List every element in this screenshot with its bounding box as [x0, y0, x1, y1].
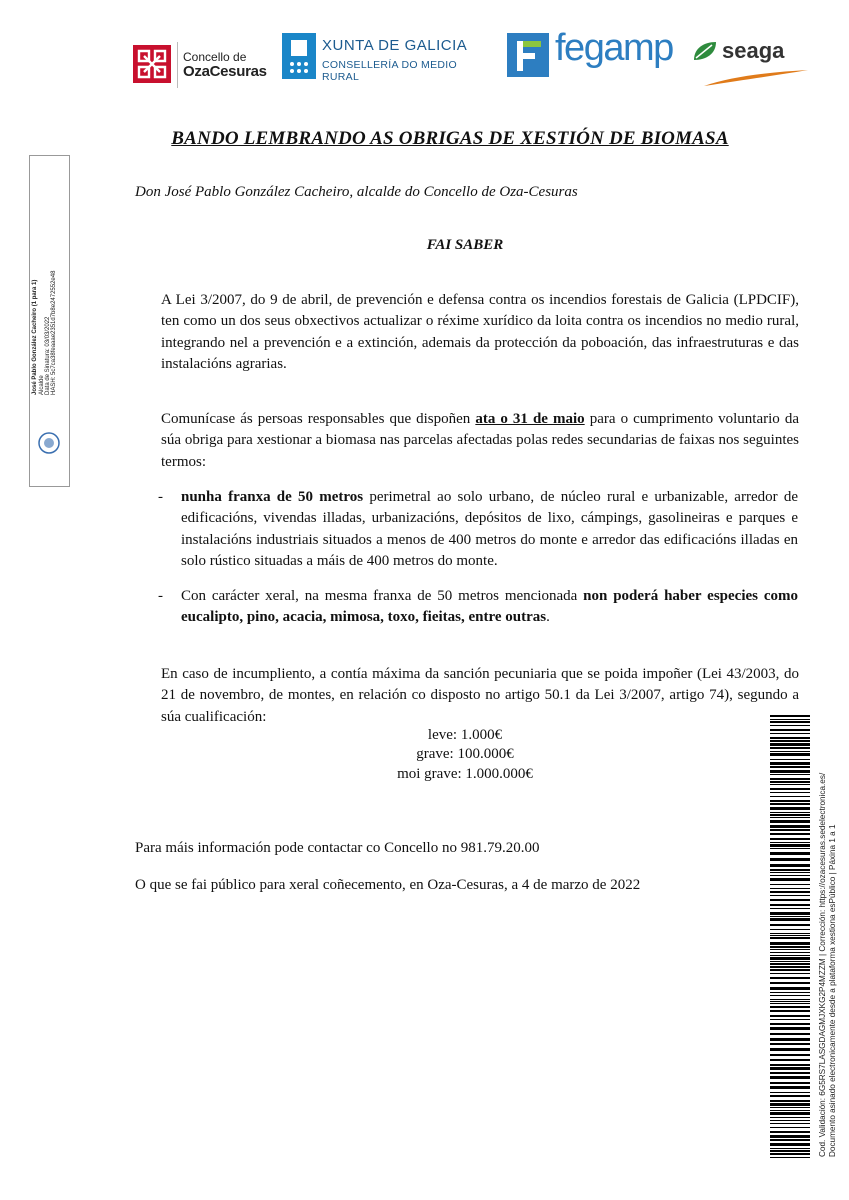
barcode-bar: [770, 1112, 810, 1115]
barcode-bar: [770, 878, 810, 881]
barcode-bar: [770, 912, 810, 915]
barcode-bar: [770, 904, 810, 906]
barcode-bar: [770, 759, 810, 760]
barcode-bar: [770, 888, 810, 889]
barcode-bar: [770, 1139, 810, 1141]
barcode-bar: [770, 788, 810, 790]
barcode-bar: [770, 987, 810, 990]
barcode-bar: [770, 1135, 810, 1138]
barcode-bar: [770, 1131, 810, 1133]
barcode-bar: [770, 743, 810, 746]
barcode-bar: [770, 933, 810, 934]
barcode-bar: [770, 869, 810, 871]
signature-date: Data de Sinatura: 03/03/2022: [45, 316, 51, 395]
fegamp-f-icon: [507, 33, 549, 77]
barcode-bar: [770, 1092, 810, 1093]
barcode-bar: [770, 1072, 810, 1074]
barcode-bar: [770, 1120, 810, 1121]
barcode-bar: [770, 733, 810, 734]
barcode-bar: [770, 1082, 810, 1084]
barcode-bar: [770, 796, 810, 797]
xunta-title: XUNTA DE GALICIA: [322, 37, 468, 54]
signature-seal-icon: [37, 431, 61, 455]
barcode-bar: [770, 1043, 810, 1045]
barcode-bar: [770, 800, 810, 802]
barcode-bar: [770, 973, 810, 974]
barcode-bar: [770, 803, 810, 805]
barcode-bar: [770, 977, 810, 979]
barcode-bar: [770, 1006, 810, 1008]
bullet-1-rest: perimetral ao solo urbano, de núcleo rural e urbanizable, arredor de edificacións, vivendas illadas, urbanizacións, depósitos de lixo, cámpings, gasolineiras e parques e instalacións industriais situados a menos de 400 metros do monte e arredor das edificacións illadas en solo rústico situadas a máis de 400 metros do monte.: [181, 489, 798, 569]
barcode-bar: [770, 1100, 810, 1102]
barcode-bar: [770, 1067, 810, 1070]
barcode-bar: [770, 740, 810, 742]
barcode-bar: [770, 1027, 810, 1030]
barcode-bar: [770, 992, 810, 993]
bullet-dash: -: [158, 588, 163, 604]
paragraph-law: A Lei 3/2007, do 9 de abril, de prevención e defensa contra os incendios forestais de Galicia (LPDCIF), ten como un dos seus obxectivos actualizar o réxime xurídico da loita contra os incendios no medio rural, integrando nel a prevención e a extinción, ademais da protección da poboación, das infraestruturas e das instalacións agrarias.: [161, 292, 799, 372]
barcode-bar: [770, 935, 810, 936]
public-notice-line: O que se fai público para xeral coñecemento, en Oza-Cesuras, a 4 de marzo de 2022: [135, 877, 641, 893]
barcode-bar: [770, 995, 810, 996]
barcode-bar: [770, 1127, 810, 1128]
barcode-bar: [770, 955, 810, 956]
barcode-bar: [770, 1123, 810, 1124]
bullet-1-text: [181, 487, 798, 572]
signature-signer: José Pablo González Cacheiro (1 para 1): [32, 279, 38, 395]
barcode-bar: [770, 1059, 810, 1061]
signature-role: Alcalde: [39, 375, 45, 395]
contact-info: Para máis información pode contactar co Concello no 981.79.20.00: [135, 840, 540, 856]
signature-text: [14, 250, 57, 400]
oza-logo-line2: OzaCesuras: [183, 63, 267, 80]
barcode-bar: [770, 817, 810, 818]
logo-separator: [177, 42, 178, 88]
barcode-bar: [770, 774, 810, 775]
galicia-shield-icon: [282, 33, 316, 79]
barcode-bar: [770, 1054, 810, 1056]
barcode-bar: [770, 858, 810, 861]
barcode-bar: [770, 729, 810, 731]
barcode-bar: [770, 916, 810, 917]
bullet-1-bold: nunha franxa de 50 metros: [181, 489, 364, 505]
oza-emblem-icon: [133, 45, 171, 83]
xunta-de-galicia-logo: [282, 33, 492, 85]
barcode-bar: [770, 1107, 810, 1108]
deadline-highlight: ata o 31 de maio: [475, 411, 585, 427]
barcode-bar: [770, 1086, 810, 1089]
seaga-logo: [692, 38, 812, 90]
barcode-bar: [770, 982, 810, 984]
barcode-bar: [770, 852, 810, 855]
barcode-bar: [770, 1003, 810, 1004]
paragraph-sanctions: En caso de incumpliento, a contía máxima da sanción pecuniaria que se poida impoñer (Lei 43/2003, do 21 de novembro, de montes, en relación co disposto no artigo 50.1 da Lei 3/2007, artigo 74), segundo a súa cualificación:: [161, 666, 799, 725]
barcode-bar: [770, 1103, 810, 1106]
barcode-bar: [770, 842, 810, 843]
signature-hash: HASH: 5c7ca38feaaae2351d7b8e2472552e48: [51, 270, 57, 395]
barcode-bar: [770, 715, 810, 717]
barcode-bar: [770, 937, 810, 939]
concello-oza-cesuras-logo: [133, 40, 273, 92]
seaga-wordmark: seaga: [722, 38, 785, 63]
sanction-grave: grave: 100.000€: [416, 746, 514, 762]
barcode-bar: [770, 895, 810, 896]
barcode-bar: [770, 825, 810, 828]
barcode-bar: [770, 770, 810, 773]
barcode-bar: [770, 747, 810, 749]
barcode-bar: [770, 908, 810, 909]
barcode-bar: [770, 929, 810, 930]
barcode-bar: [770, 891, 810, 893]
xunta-subtitle: CONSELLERÍA DO MEDIO RURAL: [322, 59, 457, 83]
barcode-bar: [770, 942, 810, 945]
barcode-bar: [770, 766, 810, 768]
barcode-bar: [770, 952, 810, 953]
barcode-bar: [770, 1019, 810, 1020]
bullet-2-bold: non poderá haber especies como eucalipto, pino, acacia, mimosa, toxo, fieitas, entre outras: [181, 588, 798, 626]
document-title: BANDO LEMBRANDO AS OBRIGAS DE XESTIÓN DE BIOMASA: [171, 128, 729, 149]
barcode-bar: [770, 1033, 810, 1035]
bullet-dash: -: [158, 489, 163, 505]
bullet-2-end: .: [546, 609, 550, 626]
barcode-bar: [770, 844, 810, 847]
barcode-bar: [770, 778, 810, 780]
barcode-bar: [770, 737, 810, 739]
sanction-moi-grave: moi grave: 1.000.000€: [397, 766, 533, 782]
barcode-bar: [770, 725, 810, 726]
barcode-bar: [770, 1038, 810, 1041]
paragraph-deadline: [161, 409, 799, 473]
oza-logo-line1: Concello de: [183, 50, 247, 64]
barcode-bar: [770, 899, 810, 901]
fegamp-wordmark: fegamp: [555, 27, 673, 69]
barcode-bar: [770, 1150, 810, 1152]
barcode-bar: [770, 848, 810, 849]
barcode-bar: [770, 1143, 810, 1146]
validation-code-line: Cod. Validación: 6G5RS7LASGDAGMJXKG2P4MZZM | Corrección: https://ozacesuras.sedelectronica.es/: [818, 772, 827, 1157]
barcode-bar: [770, 963, 810, 965]
barcode-bar: [770, 1048, 810, 1051]
barcode-bar: [770, 918, 810, 921]
barcode-bar: [770, 884, 810, 885]
barcode-bar: [770, 957, 810, 960]
barcode-bar: [770, 1001, 810, 1002]
barcode-bar: [770, 949, 810, 950]
barcode-bar: [770, 792, 810, 793]
barcode-bar: [770, 829, 810, 831]
leaf-icon: [692, 40, 718, 62]
barcode-bar: [770, 1064, 810, 1066]
barcode-bar: [770, 838, 810, 840]
barcode-icon: [770, 715, 810, 1158]
barcode-bar: [770, 1010, 810, 1012]
barcode-bar: [770, 784, 810, 785]
barcode-bar: [770, 966, 810, 968]
barcode-bar: [770, 833, 810, 835]
issuer-line: Don José Pablo González Cacheiro, alcalde do Concello de Oza-Cesuras: [135, 184, 578, 200]
barcode-bar: [770, 946, 810, 948]
barcode-bar: [770, 807, 810, 810]
barcode-bar: [770, 1110, 810, 1111]
barcode-bar: [770, 924, 810, 926]
sanction-leve: leve: 1.000€: [427, 727, 503, 743]
fai-saber-heading: FAI SABER: [426, 237, 504, 253]
barcode-bar: [770, 781, 810, 783]
bullet-2-text: [181, 586, 798, 629]
barcode-bar: [770, 1117, 810, 1118]
fegamp-logo: [507, 27, 673, 83]
barcode-bar: [770, 1157, 810, 1158]
barcode-bar: [770, 753, 810, 756]
barcode-bar: [770, 1076, 810, 1079]
seaga-swoosh-icon: [702, 66, 810, 88]
barcode-bar: [770, 864, 810, 867]
barcode-bar: [770, 751, 810, 752]
barcode-bar: [770, 762, 810, 765]
validation-platform-line: Documento asinado electronicamente desde a plataforma xestiona esPúblico | Páxina 1 a 1: [828, 824, 837, 1157]
barcode-bar: [770, 719, 810, 720]
barcode-bar: [770, 875, 810, 876]
barcode-bar: [770, 1153, 810, 1155]
barcode-bar: [770, 999, 810, 1000]
barcode-bar: [770, 721, 810, 723]
p2-text-a: Comunícase ás persoas responsables que dispoñen: [161, 411, 476, 427]
barcode-bar: [770, 969, 810, 971]
barcode-bar: [770, 961, 810, 962]
barcode-bar: [770, 812, 810, 813]
barcode-bar: [770, 1095, 810, 1097]
barcode-bar: [770, 1023, 810, 1025]
barcode-bar: [770, 814, 810, 816]
barcode-bar: [770, 1015, 810, 1017]
p2-text-b: para o cumprimento voluntario da súa obriga para xestionar a biomasa nas parcelas afectadas polas redes secundarias de faixas nos seguintes termos:: [161, 411, 799, 470]
barcode-bar: [770, 872, 810, 873]
bullet-2-a: Con carácter xeral, na mesma franxa de 50 metros mencionada: [181, 588, 584, 604]
barcode-bar: [770, 1148, 810, 1149]
barcode-bar: [770, 820, 810, 823]
